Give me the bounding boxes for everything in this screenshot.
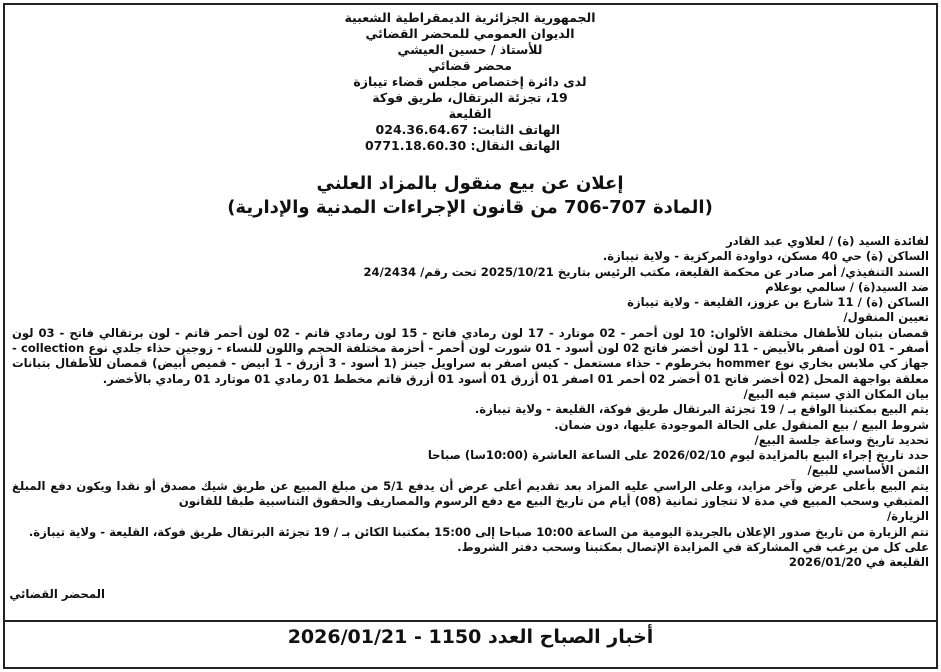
bailiff-letterhead — [300, 10, 640, 154]
sale-place: يتم البيع بمكتبنا الواقع بـ / 19 تجزئة البرتقال طريق فوكة، القليعة - ولاية تيبازة. — [474, 402, 929, 417]
signature: المحضر القضائي — [9, 587, 105, 601]
price-heading: الثمن الأساسي للبيع/ — [807, 463, 929, 478]
debtor: ضد السيد(ة) / سالمي بوعلام — [765, 279, 929, 294]
sale-date: حدد تاريخ إجراء البيع بالمزايدة ليوم 2026/02/10 على الساعة العاشرة (10:00سا) صباحا — [427, 448, 929, 463]
visit-terms: تتم الزيارة من تاريخ صدور الإعلان بالجريدة اليومية من الساعة 10:00 صباحا إلى 15:00 بمكتبنا الكائن بـ / 19 تجزئة البرتقال طريق فوكة، القليعة - ولاية تيبازة. — [28, 524, 929, 539]
jurisdiction-line: لدى دائرة إختصاص مجلس قضاء تيبازة — [353, 74, 587, 89]
beneficiary: لفائدة السيد (ة) / لعلاوي عبد القادر — [726, 234, 929, 248]
office-line: الديوان العمومي للمحضر القضائي — [365, 26, 575, 41]
address-line: 19، تجزئة البرتقال، طريق فوكة — [372, 90, 568, 105]
beneficiary-address: الساكن (ة) حي 40 مسكن، دواودة المركزية - ولاية تيبازة. — [602, 249, 929, 264]
fixed-phone: الهاتف الثابت: 024.36.64.67 — [375, 122, 560, 137]
debtor-address: الساكن (ة) / 11 شارع بن عزوز، القليعة - ولاية تيبازة — [627, 295, 929, 310]
place-heading: بيان المكان الذي سيتم فيه البيع/ — [743, 386, 929, 401]
goods-heading: تعيين المنقول/ — [843, 310, 929, 325]
sale-conditions: شروط البيع / بيع المنقول على الحالة الموجودة عليها، دون ضمان. — [554, 417, 929, 432]
title-article: (المادة 707-706 من قانون الإجراءات المدنية والإدارية) — [227, 197, 713, 218]
executive-title: السند التنفيذي/ أمر صادر عن محكمة القليعة، مكتب الرئيس بتاريخ 2025/10/21 تحت رقم/ 24/2434 — [363, 264, 929, 279]
republic-line: الجمهورية الجزائرية الديمقراطية الشعبية — [344, 10, 596, 25]
city-line: القليعة — [448, 106, 492, 121]
goods-list: قمصان بتبان للأطفال مختلفة الألوان: 10 لون أحمر - 02 موتارد - 17 لون رمادي فاتح - 15 لون رمادي قاتم - 02 لون أحمر قاتم - لون برتقالي فاتح - 03 لون أصفر - 01 لون أصفر بالأبيض - 11 لون أخضر فاتح 02 لون أسود - 01 شورت لون أحمر - أحزمة مختلفة الحجم واللون للنساء - زوجين حذاء جلدي نوع collection - جهاز كي ملابس بخاري نوع hommer بخرطوم - حذاء مستعمل - كيس اصفر به سراويل جينز (1 أسود - 3 أزرق - 1 ابيض - قميص أبيض) قمصان للأطفال بتبانات معلقة بواجهة المحل (02 أخضر فاتح 01 أخضر 02 أحمر 01 اصفر 01 أزرق 01 أسود 01 أزرق قاتم مخطط 01 رمادي 01 موتارد 01 رمادي بالأخضر. — [12, 325, 930, 386]
price-terms: يتم البيع بأعلى عرض وآخر مزايد، وعلى الراسي عليه المزاد بعد تقديم أعلى عرض أن يدفع 5/1 من مبلغ المبيع عن طريق شيك مصدق أو نقدا ويكون دفع المبلغ المتبقي وسحب المبيع في مدة لا تتجاوز ثمانية (08) أيام من تاريخ البيع مع دفع الرسوم والمصاريف والحقوق التناسبية طبقا للقانون — [12, 478, 929, 509]
bailiff-title: محضر قضائي — [428, 58, 512, 73]
date-heading: تحديد تاريخ وساعة جلسة البيع/ — [754, 432, 929, 447]
title-main: إعلان عن بيع منقول بالمزاد العلني — [316, 173, 624, 194]
newspaper-footer: أخبار الصباح العدد 1150 - 2026/01/21 — [287, 626, 654, 648]
bailiff-name: للأستاذ / حسين العيشي — [397, 42, 543, 57]
participation-note: على كل من يرغب في المشاركة في المزايدة الإتصال بمكتبنا وسحب دفتر الشروط. — [457, 539, 929, 554]
place-date: القليعة في 2026/01/20 — [788, 555, 929, 570]
notice-body — [12, 234, 929, 571]
mobile-phone: الهاتف النقال: 0771.18.60.30 — [364, 138, 560, 153]
visit-heading: الزيارة/ — [887, 509, 929, 524]
notice-title — [200, 172, 740, 220]
